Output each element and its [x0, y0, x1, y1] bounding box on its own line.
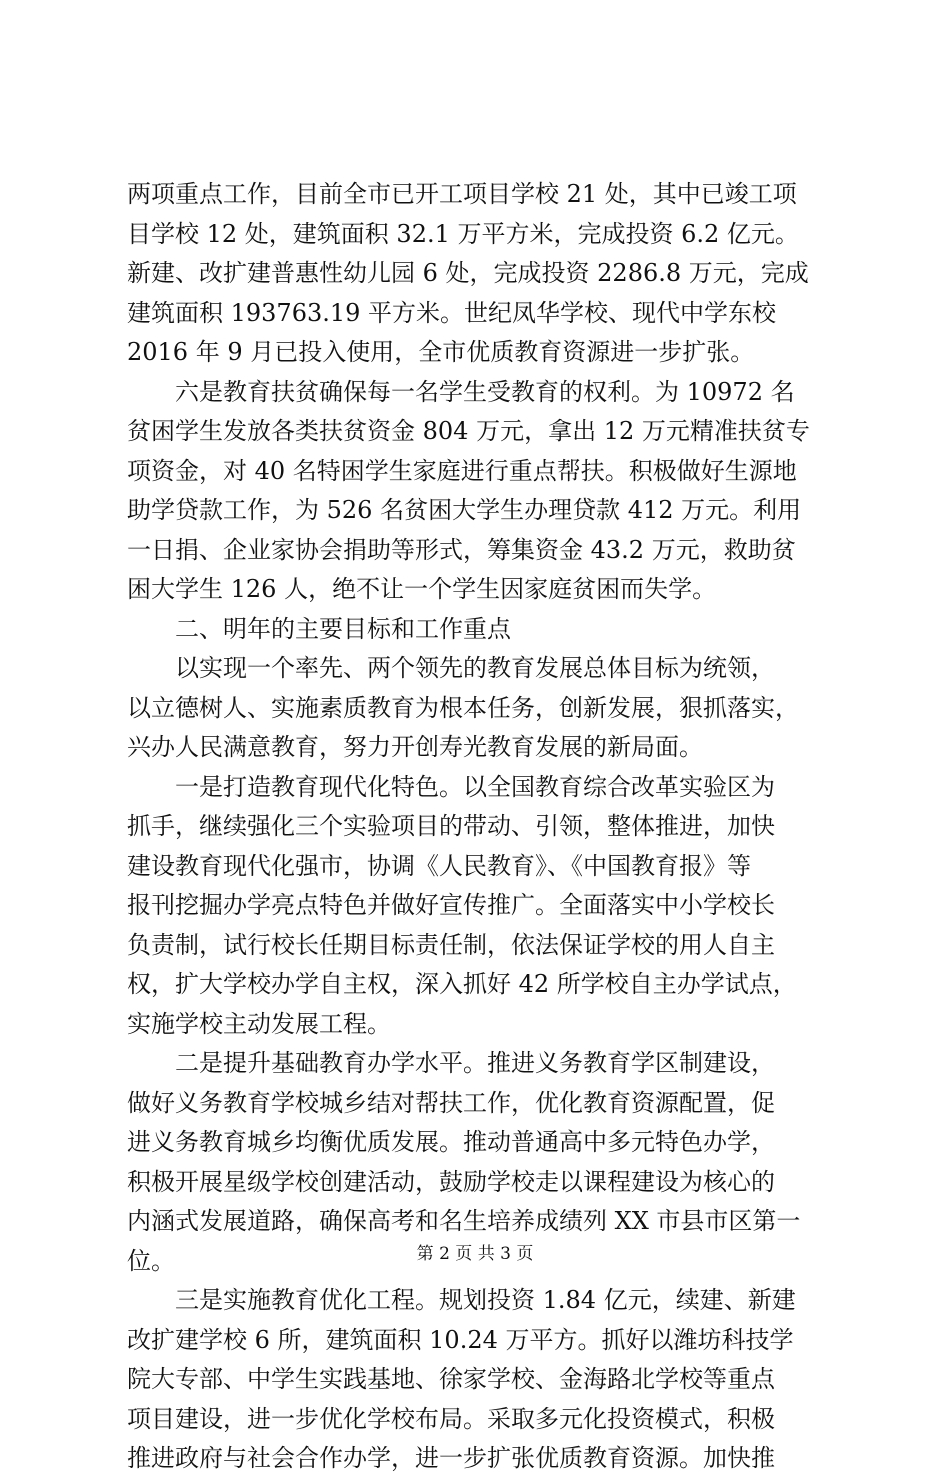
text-line: 进义务教育城乡均衡优质发展。推动普通高中多元特色办学，	[127, 1128, 775, 1156]
text-line: 改扩建学校 6 所，建筑面积 10.24 万平方。抓好以潍坊科技学	[127, 1325, 794, 1354]
text-line: 兴办人民满意教育，努力开创寿光教育发展的新局面。	[127, 733, 703, 761]
text-line: 一是打造教育现代化特色。以全国教育综合改革实验区为	[127, 772, 775, 801]
text-line: 位。	[127, 1246, 175, 1275]
text-line: 项资金，对 40 名特困学生家庭进行重点帮扶。积极做好生源地	[127, 456, 797, 485]
body-text	[127, 175, 832, 1479]
text-line: 二是提升基础教育办学水平。推进义务教育学区制建设，	[127, 1049, 775, 1077]
text-line: 抓手，继续强化三个实验项目的带动、引领，整体推进，加快	[127, 812, 775, 840]
text-line: 建筑面积 193763.19 平方米。世纪凤华学校、现代中学东校	[127, 298, 777, 327]
text-line: 一日捐、企业家协会捐助等形式，筹集资金 43.2 万元，救助贫	[127, 535, 796, 564]
text-line: 项目建设，进一步优化学校布局。采取多元化投资模式，积极	[127, 1404, 775, 1433]
text-line: 负责制，试行校长任期目标责任制，依法保证学校的用人自主	[127, 930, 775, 959]
text-line: 二、明年的主要目标和工作重点	[127, 614, 511, 643]
text-line: 权，扩大学校办学自主权，深入抓好 42 所学校自主办学试点，	[127, 970, 797, 998]
text-line: 以实现一个率先、两个领先的教育发展总体目标为统领，	[127, 654, 775, 682]
text-line: 贫困学生发放各类扶贫资金 804 万元，拿出 12 万元精准扶贫专	[127, 417, 810, 445]
text-line: 两项重点工作，目前全市已开工项目学校 21 处，其中已竣工项	[127, 180, 797, 208]
text-line: 做好义务教育学校城乡结对帮扶工作，优化教育资源配置，促	[127, 1088, 775, 1117]
text-line: 以立德树人、实施素质教育为根本任务，创新发展，狠抓落实，	[127, 693, 799, 722]
text-line: 2016 年 9 月已投入使用，全市优质教育资源进一步扩张。	[127, 338, 755, 366]
text-line: 助学贷款工作，为 526 名贫困大学生办理贷款 412 万元。利用	[127, 496, 802, 524]
text-line: 六是教育扶贫确保每一名学生受教育的权利。为 10972 名	[127, 377, 795, 406]
text-line: 困大学生 126 人，绝不让一个学生因家庭贫困而失学。	[127, 575, 717, 603]
text-line: 推进政府与社会合作办学，进一步扩张优质教育资源。加快推	[127, 1444, 775, 1472]
text-line: 实施学校主动发展工程。	[127, 1009, 391, 1038]
text-line: 报刊挖掘办学亮点特色并做好宣传推广。全面落实中小学校长	[127, 891, 775, 919]
text-line: 三是实施教育优化工程。规划投资 1.84 亿元，续建、新建	[127, 1286, 796, 1314]
text-line: 积极开展星级学校创建活动，鼓励学校走以课程建设为核心的	[127, 1167, 775, 1196]
text-line: 内涵式发展道路，确保高考和名生培养成绩列 XX 市县市区第一	[127, 1207, 801, 1235]
text-line: 建设教育现代化强市，协调《人民教育》、《中国教育报》等	[127, 851, 751, 880]
page-footer: 第 2 页 共 3 页	[416, 1244, 534, 1264]
text-line: 院大专部、中学生实践基地、徐家学校、金海路北学校等重点	[127, 1365, 775, 1393]
text-line: 新建、改扩建普惠性幼儿园 6 处，完成投资 2286.8 万元，完成	[127, 259, 809, 287]
text-line: 目学校 12 处，建筑面积 32.1 万平方米，完成投资 6.2 亿元。	[127, 219, 799, 248]
